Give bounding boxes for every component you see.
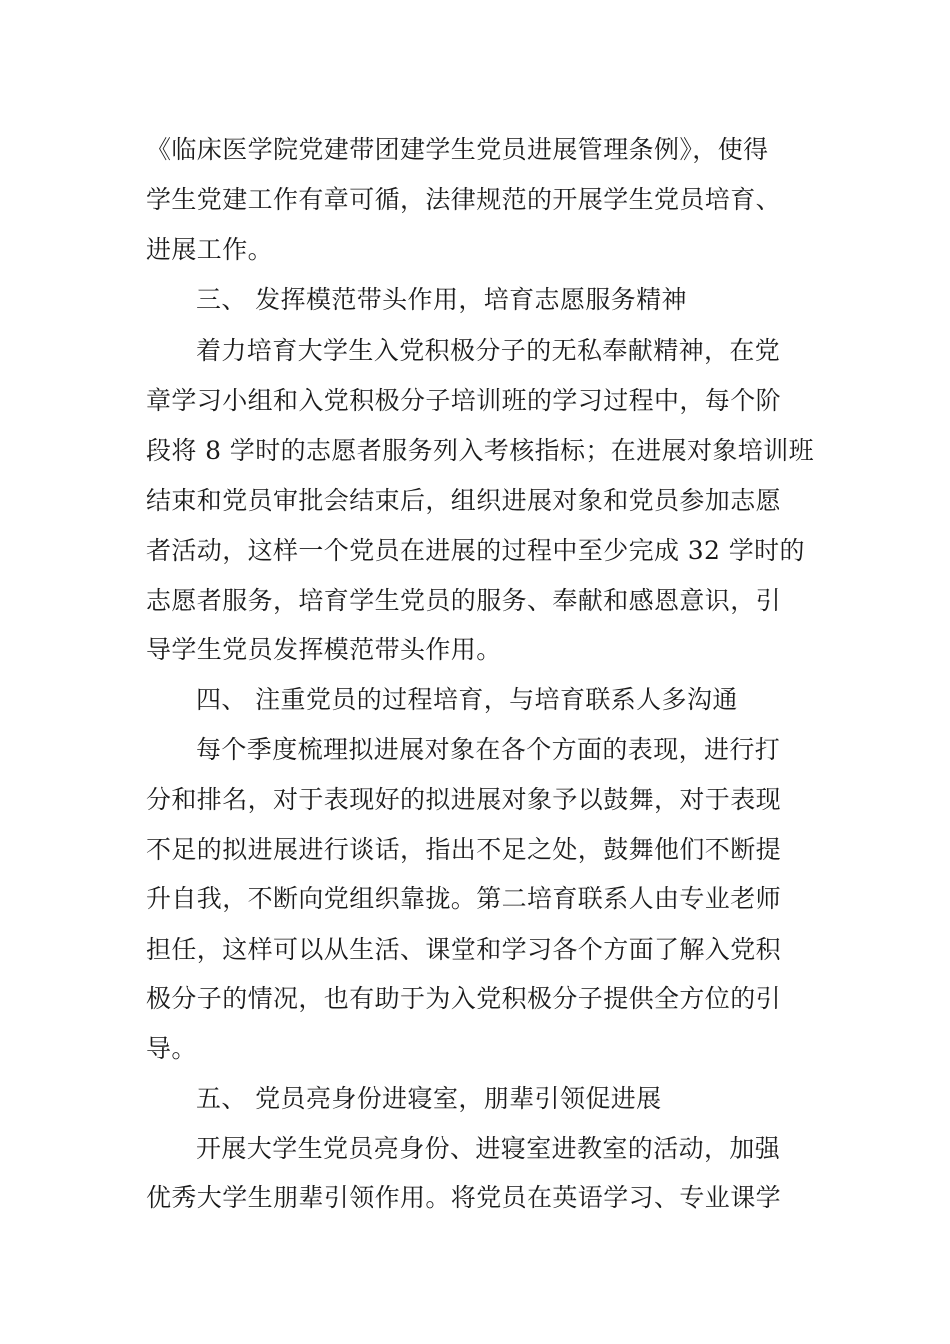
paragraph-line: 段将 8 学时的志愿者服务列入考核指标；在进展对象培训班 xyxy=(146,436,815,465)
paragraph-line: 开展大学生党员亮身份、进寝室进教室的活动，加强 xyxy=(196,1134,781,1163)
paragraph-line: 优秀大学生朋辈引领作用。将党员在英语学习、专业课学 xyxy=(146,1183,782,1212)
paragraph-line: 导。 xyxy=(146,1034,197,1063)
paragraph-line: 不足的拟进展进行谈话，指出不足之处，鼓舞他们不断提 xyxy=(146,835,782,864)
paragraph-line: 志愿者服务，培育学生党员的服务、奉献和感恩意识，引 xyxy=(146,586,782,615)
paragraph-line: 担任，这样可以从生活、课堂和学习各个方面了解入党积 xyxy=(146,935,782,964)
paragraph-line: 导学生党员发挥模范带头作用。 xyxy=(146,635,502,664)
section-heading-3: 三、 发挥模范带头作用，培育志愿服务精神 xyxy=(196,285,687,314)
paragraph-line: 者活动，这样一个党员在进展的过程中至少完成 32 学时的 xyxy=(146,536,805,565)
paragraph-line: 每个季度梳理拟进展对象在各个方面的表现，进行打 xyxy=(196,735,781,764)
paragraph-line: 着力培育大学生入党积极分子的无私奉献精神，在党 xyxy=(196,336,781,365)
paragraph-line: 升自我，不断向党组织靠拢。第二培育联系人由专业老师 xyxy=(146,884,782,913)
paragraph-line: 学生党建工作有章可循，法律规范的开展学生党员培育、 xyxy=(146,185,782,214)
paragraph-line: 极分子的情况，也有助于为入党积极分子提供全方位的引 xyxy=(146,984,782,1013)
section-heading-5: 五、 党员亮身份进寝室，朋辈引领促进展 xyxy=(196,1084,662,1113)
paragraph-line: 结束和党员审批会结束后，组织进展对象和党员参加志愿 xyxy=(146,486,782,515)
paragraph-line: 分和排名，对于表现好的拟进展对象予以鼓舞，对于表现 xyxy=(146,785,782,814)
section-heading-4: 四、 注重党员的过程培育，与培育联系人多沟通 xyxy=(196,685,738,714)
paragraph-line: 进展工作。 xyxy=(146,235,274,264)
paragraph-line: 《临床医学院党建带团建学生党员进展管理条例》，使得 xyxy=(146,135,769,164)
paragraph-line: 章学习小组和入党积极分子培训班的学习过程中，每个阶 xyxy=(146,386,782,415)
